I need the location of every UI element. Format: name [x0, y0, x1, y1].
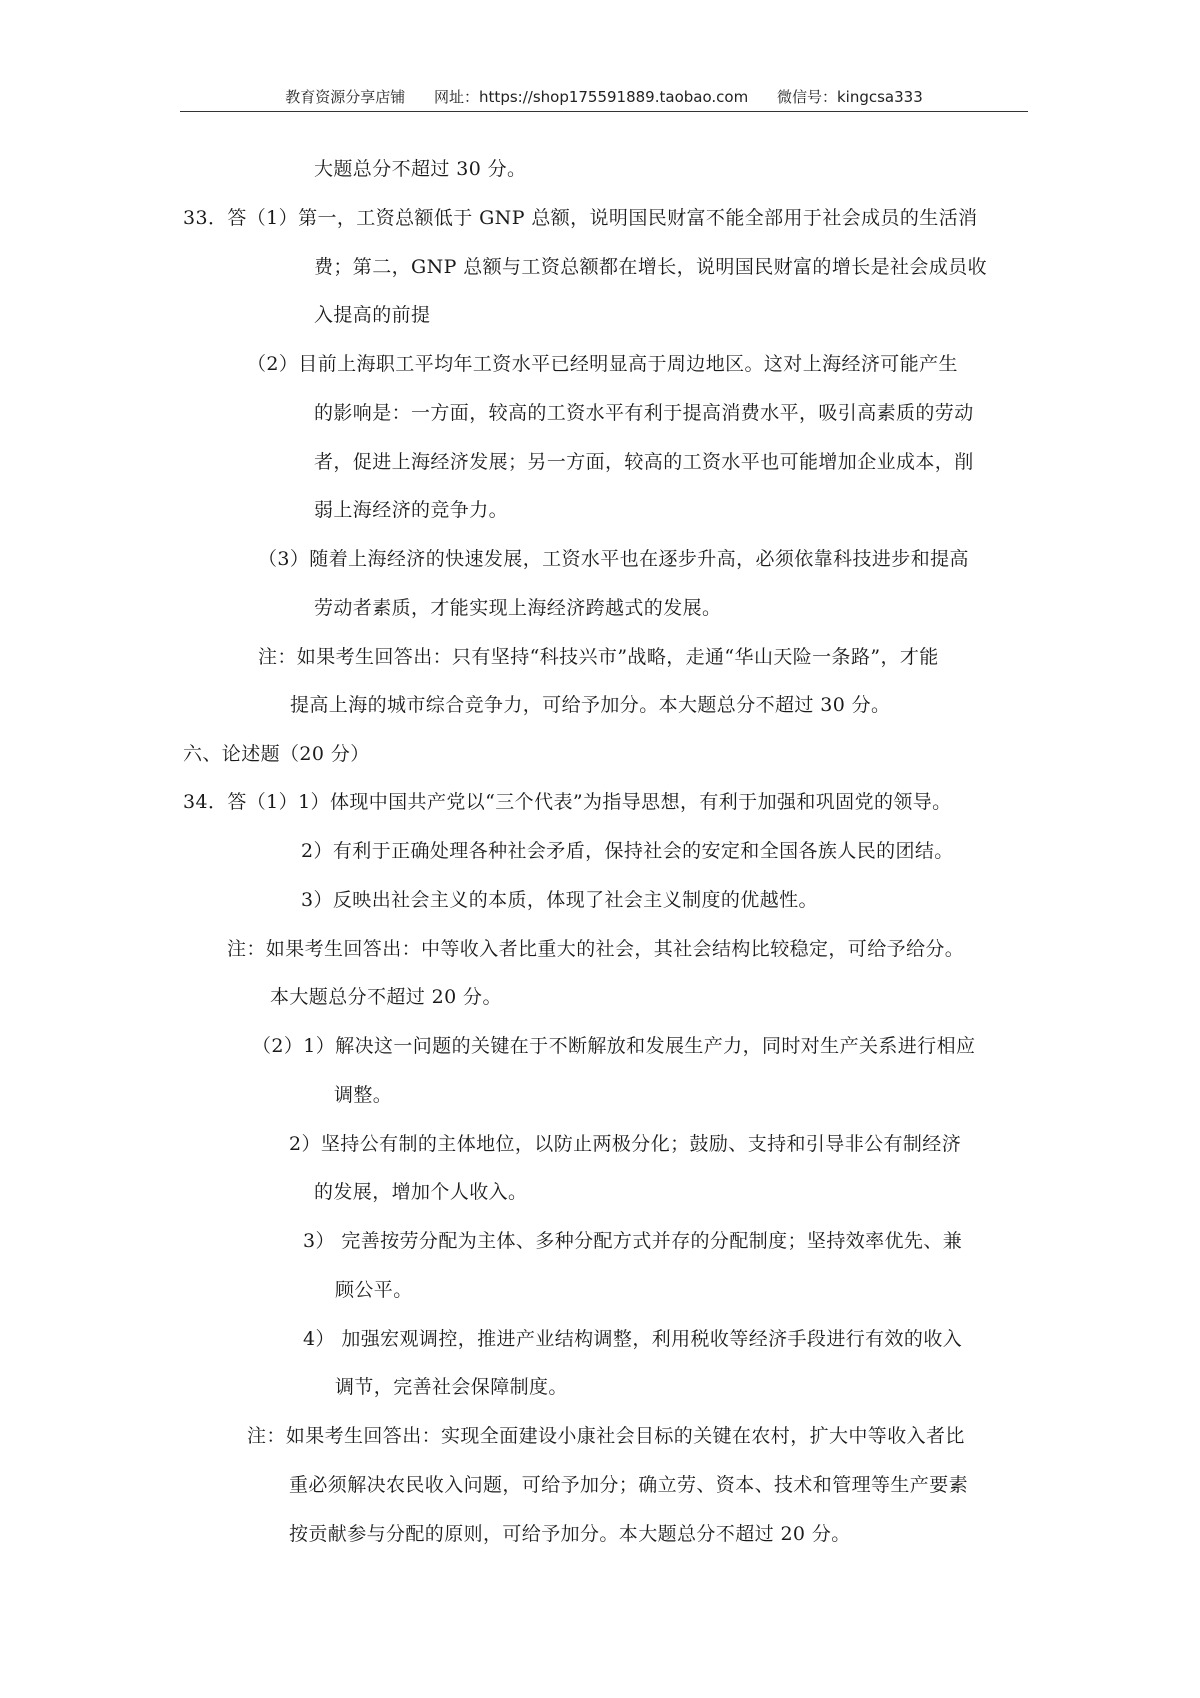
text-line: 4） 加强宏观调控，推进产业结构调整，利用税收等经济手段进行有效的收入 [303, 1328, 963, 1350]
header-divider [180, 111, 1028, 112]
text-line: 劳动者素质，才能实现上海经济跨越式的发展。 [314, 597, 722, 619]
text-line: 调节，完善社会保障制度。 [335, 1376, 568, 1398]
text-line: 3）反映出社会主义的本质，体现了社会主义制度的优越性。 [301, 889, 818, 911]
text-line: （2）目前上海职工平均年工资水平已经明显高于周边地区。这对上海经济可能产生 [247, 353, 958, 375]
text-line: 本大题总分不超过 20 分。 [270, 986, 502, 1008]
text-line: 重必须解决农民收入问题，可给予加分；确立劳、资本、技术和管理等生产要素 [289, 1474, 969, 1496]
text-line: 注：如果考生回答出：实现全面建设小康社会目标的关键在农村，扩大中等收入者比 [247, 1425, 965, 1447]
text-line: 2）有利于正确处理各种社会矛盾，保持社会的安定和全国各族人民的团结。 [301, 840, 954, 862]
text-line: 的影响是：一方面，较高的工资水平有利于提高消费水平，吸引高素质的劳动 [314, 402, 974, 424]
text-line: 按贡献参与分配的原则，可给予加分。本大题总分不超过 20 分。 [289, 1523, 851, 1545]
text-line: 提高上海的城市综合竞争力，可给予加分。本大题总分不超过 30 分。 [290, 694, 891, 716]
text-line: 入提高的前提 [314, 304, 431, 326]
header-website: 网址：https://shop175591889.taobao.com [434, 88, 749, 106]
text-line: 的发展，增加个人收入。 [314, 1181, 528, 1203]
text-line: 顾公平。 [335, 1279, 413, 1301]
text-line: 2）坚持公有制的主体地位，以防止两极分化；鼓励、支持和引导非公有制经济 [289, 1133, 962, 1155]
text-line: （2）1）解决这一问题的关键在于不断解放和发展生产力，同时对生产关系进行相应 [252, 1035, 976, 1057]
text-line: 注：如果考生回答出：只有坚持“科技兴市”战略，走通“华山天险一条路”，才能 [258, 646, 939, 668]
text-line: 注：如果考生回答出：中等收入者比重大的社会，其社会结构比较稳定，可给予给分。 [227, 938, 965, 960]
text-line: 3） 完善按劳分配为主体、多种分配方式并存的分配制度；坚持效率优先、兼 [303, 1230, 963, 1252]
text-line: 大题总分不超过 30 分。 [314, 158, 527, 180]
text-line: 者，促进上海经济发展；另一方面，较高的工资水平也可能增加企业成本，削 [314, 451, 974, 473]
text-line: 33．答（1）第一，工资总额低于 GNP 总额，说明国民财富不能全部用于社会成员的生活消 [183, 207, 978, 229]
page-header [180, 86, 1028, 107]
text-line: 弱上海经济的竞争力。 [314, 499, 509, 521]
text-line: 34．答（1）1）体现中国共产党以“三个代表”为指导思想，有利于加强和巩固党的领导。 [183, 791, 952, 813]
text-line: 调整。 [334, 1084, 393, 1106]
text-line: 费；第二，GNP 总额与工资总额都在增长，说明国民财富的增长是社会成员收 [314, 256, 988, 278]
header-wechat: 微信号：kingcsa333 [776, 88, 923, 106]
header-shop-name: 教育资源分享店铺 [285, 88, 406, 106]
text-line: （3）随着上海经济的快速发展，工资水平也在逐步升高，必须依靠科技进步和提高 [258, 548, 969, 570]
section-heading: 六、论述题（20 分） [183, 743, 370, 765]
